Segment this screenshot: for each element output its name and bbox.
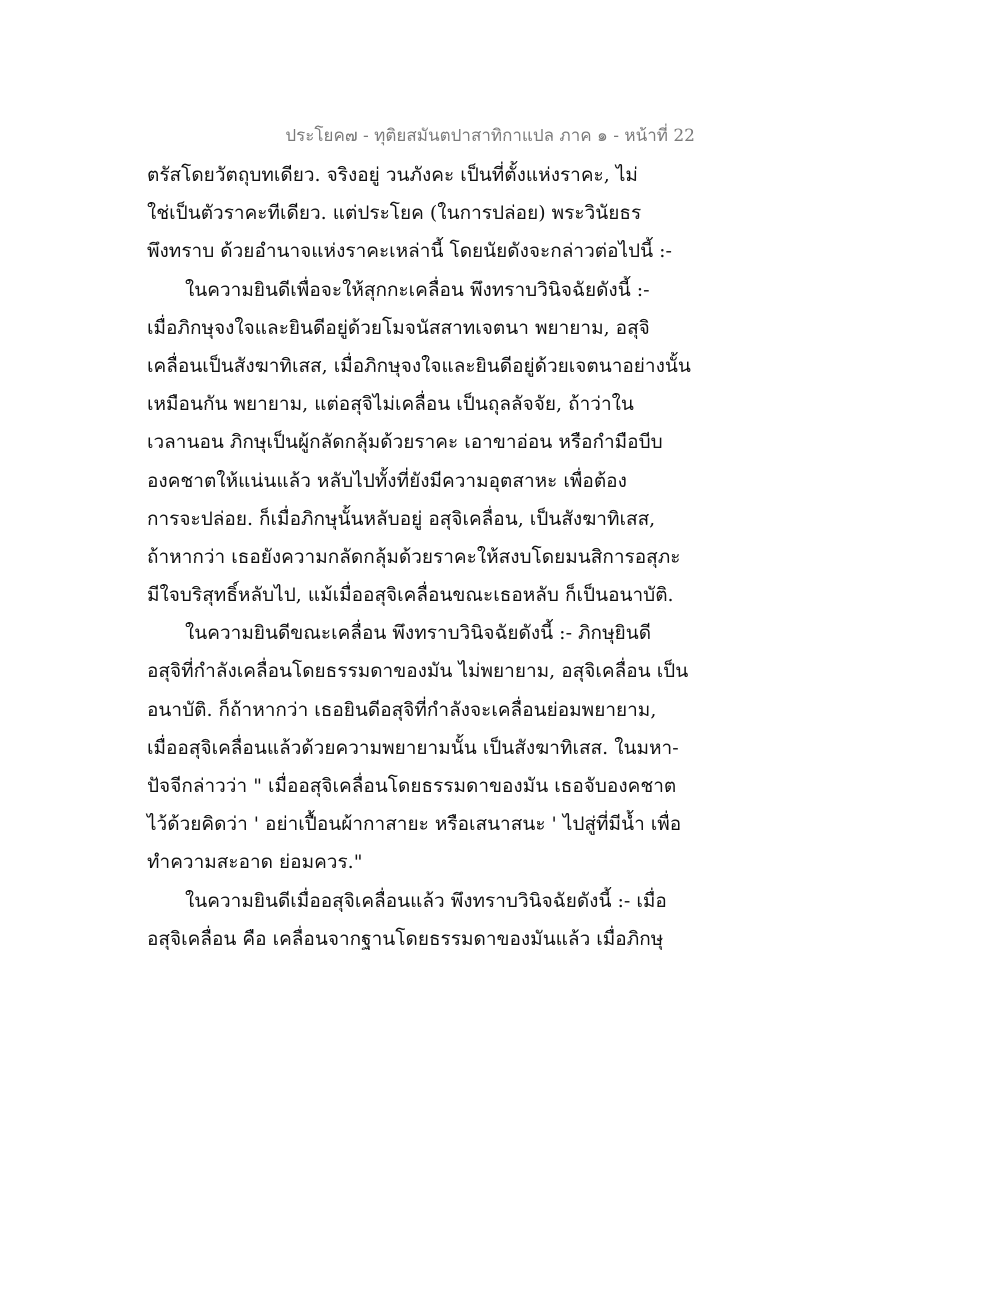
text-line: อสุจิที่กำลังเคลื่อนโดยธรรมดาของมัน ไม่พยายาม, อสุจิเคลื่อน เป็น [147, 660, 689, 683]
running-header: ประโยค๗ - ทุติยสมันตปาสาทิกาแปล ภาค ๑ - หน้าที่ 22 [285, 126, 695, 146]
text-line: มีใจบริสุทธิ์หลับไป, แม้เมื่ออสุจิเคลื่อนขณะเธอหลับ ก็เป็นอนาบัติ. [147, 584, 674, 607]
text-line: ไว้ด้วยคิดว่า ' อย่าเปื้อนผ้ากาสายะ หรือเสนาสนะ ' ไปสู่ที่มีน้ำ เพื่อ [147, 813, 682, 836]
text-line: ใช่เป็นตัวราคะทีเดียว. แต่ประโยค (ในการปล่อย) พระวินัยธร [147, 202, 642, 225]
text-line: อนาบัติ. ก็ถ้าหากว่า เธอยินดีอสุจิที่กำลังจะเคลื่อนย่อมพยายาม, [147, 698, 657, 721]
body-text [147, 156, 707, 958]
text-line: อสุจิเคลื่อน คือ เคลื่อนจากฐานโดยธรรมดาของมันแล้ว เมื่อภิกษุ [147, 927, 664, 950]
text-line: เมื่ออสุจิเคลื่อนแล้วด้วยความพยายามนั้น เป็นสังฆาทิเสส. ในมหา- [147, 736, 679, 759]
text-line: ปัจจีกล่าวว่า " เมื่ออสุจิเคลื่อนโดยธรรมดาของมัน เธอจับองคชาต [147, 775, 677, 797]
text-line: เวลานอน ภิกษุเป็นผู้กลัดกลุ้มด้วยราคะ เอาขาอ่อน หรือกำมือบีบ [147, 431, 663, 454]
text-line: องคชาตให้แน่นแล้ว หลับไปทั้งที่ยังมีความอุตสาหะ เพื่อต้อง [147, 469, 627, 492]
text-line: ตรัสโดยวัตถุบทเดียว. จริงอยู่ วนภังคะ เป็นที่ตั้งแห่งราคะ, ไม่ [147, 164, 638, 186]
text-line: ทำความสะอาด ย่อมควร." [147, 851, 363, 874]
text-line: เมื่อภิกษุจงใจและยินดีอยู่ด้วยโมจนัสสาทเจตนา พยายาม, อสุจิ [147, 316, 650, 339]
text-line: พึงทราบ ด้วยอำนาจแห่งราคะเหล่านี้ โดยนัยดังจะกล่าวต่อไปนี้ :- [147, 240, 672, 263]
text-line: เคลื่อนเป็นสังฆาทิเสส, เมื่อภิกษุจงใจและยินดีอยู่ด้วยเจตนาอย่างนั้น [147, 354, 691, 377]
text-line: ถ้าหากว่า เธอยังความกลัดกลุ้มด้วยราคะให้สงบโดยมนสิการอสุภะ [147, 545, 681, 568]
paragraph-start-line: ในความยินดีขณะเคลื่อน พึงทราบวินิจฉัยดังนี้ :- ภิกษุยินดี [185, 622, 652, 645]
text-line: การจะปล่อย. ก็เมื่อภิกษุนั้นหลับอยู่ อสุจิเคลื่อน, เป็นสังฆาทิเสส, [147, 507, 656, 530]
paragraph-start-line: ในความยินดีเพื่อจะให้สุกกะเคลื่อน พึงทราบวินิจฉัยดังนี้ :- [185, 278, 650, 301]
paragraph-start-line: ในความยินดีเมื่ออสุจิเคลื่อนแล้ว พึงทราบวินิจฉัยดังนี้ :- เมื่อ [185, 889, 667, 912]
text-line: เหมือนกัน พยายาม, แต่อสุจิไม่เคลื่อน เป็นถุลลัจจัย, ถ้าว่าใน [147, 393, 634, 416]
